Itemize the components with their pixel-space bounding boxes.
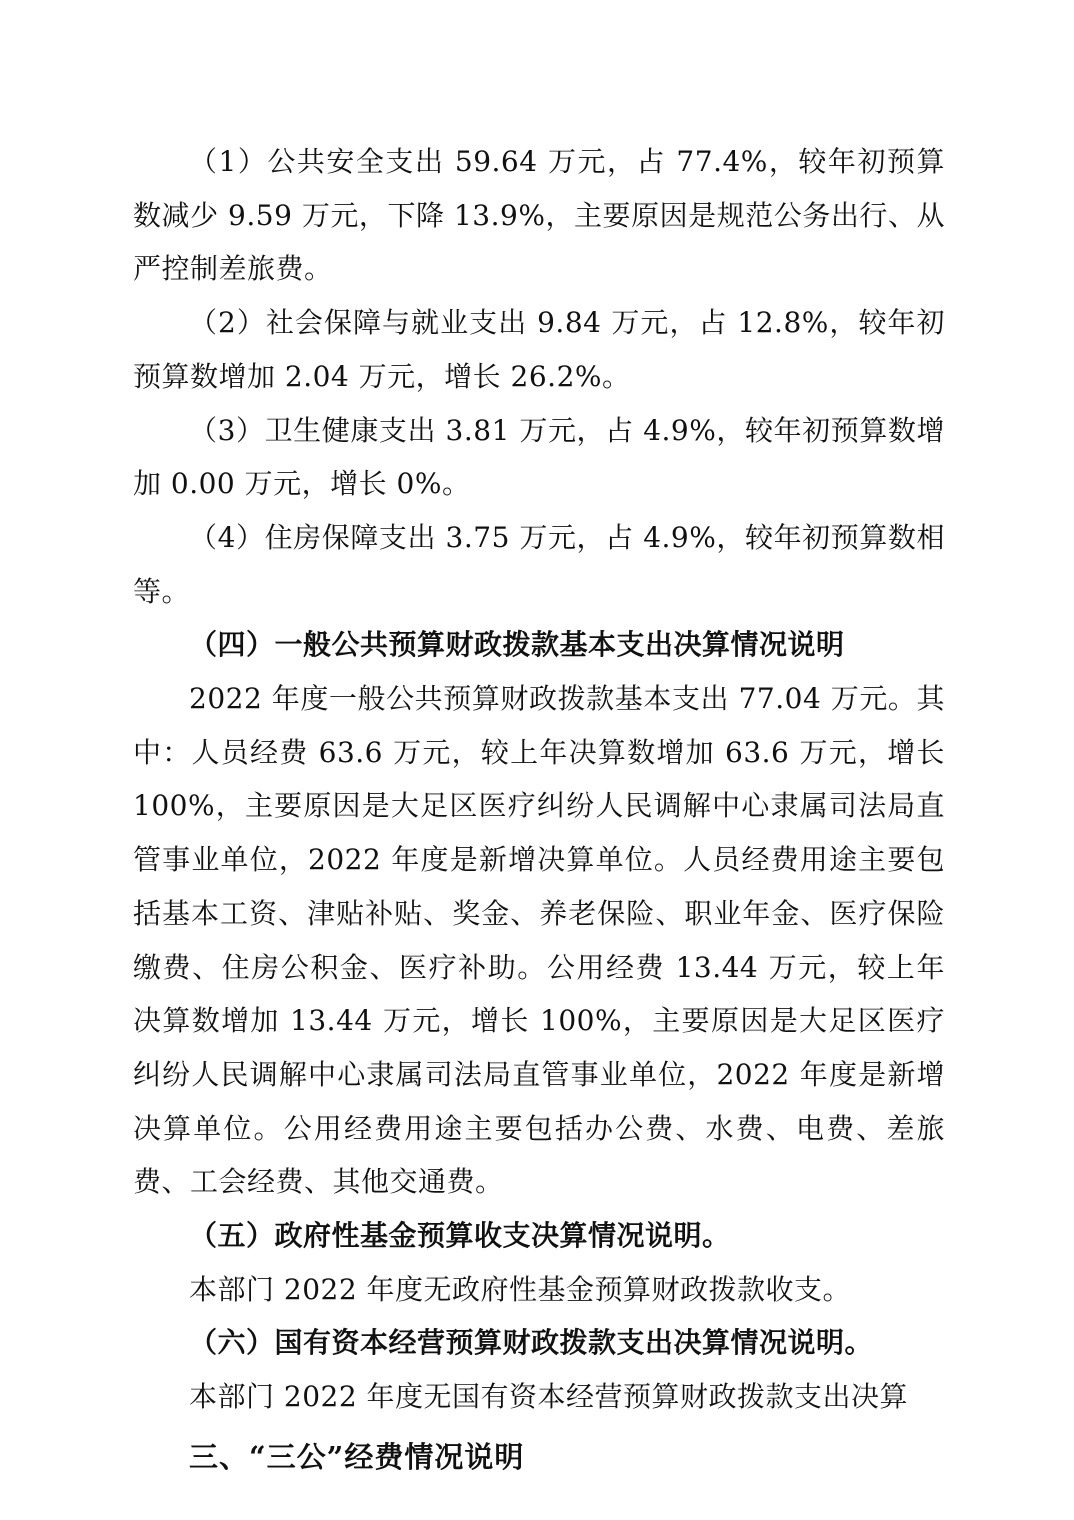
paragraph-social-security: （2）社会保障与就业支出 9.84 万元，占 12.8%，较年初预算数增加 2.04 万元，增长 26.2%。 xyxy=(133,306,945,393)
paragraph-housing: （4）住房保障支出 3.75 万元，占 4.9%，较年初预算数相等。 xyxy=(133,520,945,608)
section-heading-basic-expenditure: （四）一般公共预算财政拨款基本支出决算情况说明 xyxy=(189,628,845,662)
chapter-heading-three-public: 三、“三公”经费情况说明 xyxy=(189,1439,525,1474)
paragraph-public-security: （1）公共安全支出 59.64 万元，占 77.4%，较年初预算数减少 9.59 万元，下降 13.9%，主要原因是规范公务出行、从严控制差旅费。 xyxy=(133,145,945,286)
section-heading-state-capital: （六）国有资本经营预算财政拨款支出决算情况说明。 xyxy=(189,1326,874,1360)
paragraph-health: （3）卫生健康支出 3.81 万元，占 4.9%，较年初预算数增加 0.00 万元，增长 0%。 xyxy=(133,413,945,501)
paragraph-government-fund: 本部门 2022 年度无政府性基金预算财政拨款收支。 xyxy=(189,1272,852,1306)
paragraph-basic-expenditure: 2022 年度一般公共预算财政拨款基本支出 77.04 万元。其中：人员经费 63.6 万元，较上年决算数增加 63.6 万元，增长 100%，主要原因是大足区医疗纠纷人民调解中心隶属司法局直管事业单位，2022 年度是新增决算单位。人员经费用途主要包括基本工资、津贴补贴、奖金、养老保险、职业年金、医疗保险缴费、住房公积金、医疗补助。公用经费 13.44 万元，较上年决算数增加 13.44 万元，增长 100%，主要原因是大足区医疗纠纷人民调解中心隶属司法局直管事业单位，2022 年度是新增决算单位。公用经费用途主要包括办公费、水费、电费、差旅费、工会经费、其他交通费。 xyxy=(133,682,945,1199)
section-heading-government-fund: （五）政府性基金预算收支决算情况说明。 xyxy=(189,1219,731,1253)
paragraph-state-capital: 本部门 2022 年度无国有资本经营预算财政拨款支出决算 xyxy=(189,1380,909,1414)
document-page xyxy=(133,135,945,1486)
